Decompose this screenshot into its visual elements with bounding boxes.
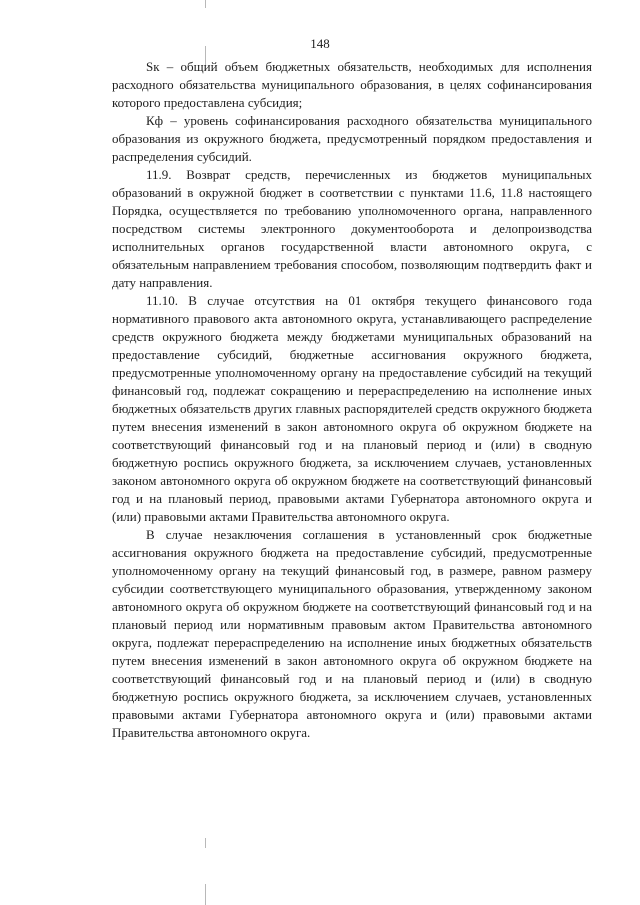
scan-fold-mark-lower [205,838,206,848]
paragraph-11-9: 11.9. Возврат средств, перечисленных из бюджетов муниципальных образований в окружной бюджет в соответствии с пунктами 11.6, 11.8 настоящего Порядка, осуществляется по требованию уполномоченного органа, направленного посредством системы электронного документооборота и делопроизводства исполнительных органов государственной власти автономного округа, с обязательным направлением требования способом, позволяющим подтвердить факт и дату направления. [112,167,592,290]
paragraph-11-10: 11.10. В случае отсутствия на 01 октября текущего финансового года нормативного правового акта автономного округа, устанавливающего распределение средств окружного бюджета между бюджетами муниципальных образований на предоставление субсидий, бюджетные ассигнования окружного бюджета, предусмотренные уполномоченному органу на предоставление субсидий на текущий финансовый год, подлежат сокращению и перераспределению на исполнение иных бюджетных обязательств других главных распорядителей средств окружного бюджета путем внесения изменений в закон автономного округа об окружном бюджете на соответствующий финансовый год и на плановый период и (или) в сводную бюджетную роспись окружного бюджета, за исключением случаев, установленных законом автономного округа об окружном бюджете на соответствующий финансовый год и на плановый период, правовыми актами Губернатора автономного округа и (или) правовыми актами Правительства автономного округа. [112,293,592,524]
document-body [112,58,592,742]
page-number: 148 [310,36,330,51]
paragraph-kf-definition: Кф – уровень софинансирования расходного обязательства муниципального образования из окружного бюджета, предусмотренный порядком предоставления и распределения субсидий. [112,113,592,164]
scan-fold-mark-top [205,0,206,8]
paragraph-agreement-not-concluded: В случае незаключения соглашения в установленный срок бюджетные ассигнования окружного бюджета на предоставление субсидий, предусмотренные уполномоченному органу на текущий финансовый год, в размере, равном размеру субсидии соответствующего муниципального образования, утвержденному законом автономного округа об окружном бюджете на соответствующий финансовый год и на плановый период или нормативным правовым актом Правительства автономного округа, подлежат перераспределению на исполнение иных бюджетных обязательств путем внесения изменений в закон автономного округа об окружном бюджете на соответствующий финансовый год и на плановый период и (или) в сводную бюджетную роспись окружного бюджета, за исключением случаев, установленных правовыми актами Губернатора автономного округа и (или) правовыми актами Правительства автономного округа. [112,527,592,740]
paragraph-sk-definition: Sк – общий объем бюджетных обязательств, необходимых для исполнения расходного обязательства муниципального образования, в целях софинансирования которого предоставлена субсидия; [112,59,592,110]
scan-fold-mark-bottom [205,884,206,905]
